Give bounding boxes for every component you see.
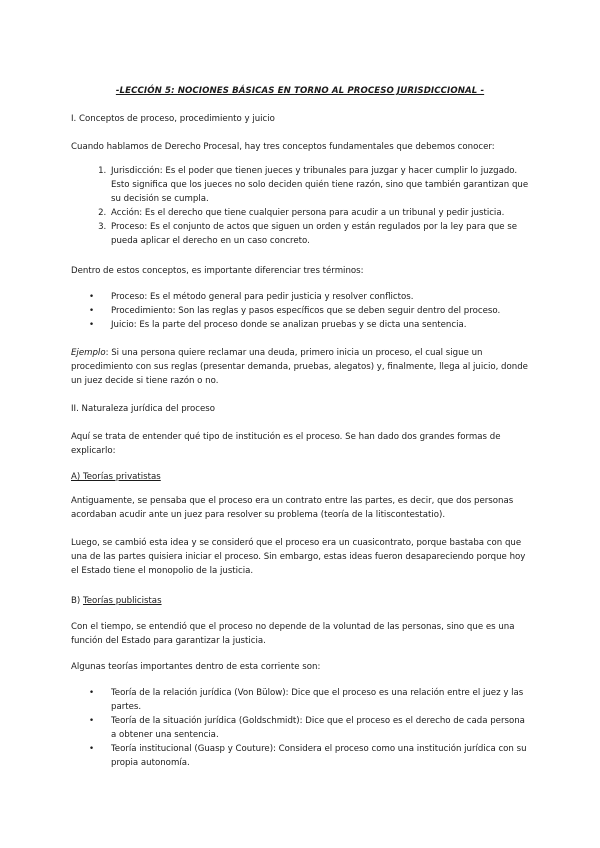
terms-bullet-list <box>71 290 531 332</box>
bullet-icon: • <box>89 744 95 754</box>
bullet-icon: • <box>89 306 95 316</box>
privatist-paragraph-2: Luego, se cambió esta idea y se consideró que el proceso era un cuasicontrato, porque bastaba con que una de las partes quisiera iniciar el proceso. Sin embargo, estas ideas fueron desapareciendo porque hoy el Estado tiene el monopolio de la justicia. <box>71 538 526 576</box>
list-item: • Juicio: Es la parte del proceso donde se analizan pruebas y se dicta una sentencia. <box>89 320 467 330</box>
privatist-theories-heading: A) Teorías privatistas <box>71 472 161 482</box>
bullet-icon: • <box>89 292 95 302</box>
list-item: • Teoría de la relación jurídica (Von Bülow): Dice que el proceso es una relación entre el juez y las partes. <box>89 688 524 712</box>
bullet-icon: • <box>89 688 95 698</box>
example-label: Ejemplo <box>71 348 106 358</box>
list-item: • Procedimiento: Son las reglas y pasos específicos que se deben seguir dentro del proceso. <box>89 306 501 316</box>
lesson-title: -LECCIÓN 5: NOCIONES BÁSICAS EN TORNO AL PROCESO JURISDICCIONAL - <box>115 86 485 96</box>
bullet-icon: • <box>89 320 95 330</box>
section-1-intro: Cuando hablamos de Derecho Procesal, hay tres conceptos fundamentales que debemos conocer: <box>71 142 495 152</box>
list-item: 3. Proceso: Es el conjunto de actos que siguen un orden y están regulados por la ley para que se pueda aplicar el derecho en un caso concreto. <box>109 220 531 248</box>
publicist-theories-heading: B) Teorías publicistas <box>71 596 162 606</box>
list-item: • Teoría de la situación jurídica (Goldschmidt): Dice que el proceso es el derecho de cada persona a obtener una sentencia. <box>89 716 525 740</box>
example-paragraph <box>71 346 531 388</box>
privatist-paragraph-1: Antiguamente, se pensaba que el proceso era un contrato entre las partes, es decir, que dos personas acordaban acudir ante un juez para resolver su problema (teoría de la litiscontestatio). <box>71 496 514 520</box>
concepts-numbered-list <box>71 164 531 248</box>
terms-intro: Dentro de estos conceptos, es importante diferenciar tres términos: <box>71 266 364 276</box>
list-item: 2. Acción: Es el derecho que tiene cualquier persona para acudir a un tribunal y pedir justicia. <box>109 206 531 220</box>
section-2-intro: Aquí se trata de entender qué tipo de institución es el proceso. Se han dado dos grandes formas de explicarlo: <box>71 432 501 456</box>
section-2-heading: II. Naturaleza jurídica del proceso <box>71 404 216 414</box>
list-item: 1. Jurisdicción: Es el poder que tienen jueces y tribunales para juzgar y hacer cumplir lo juzgado. Esto significa que los jueces no solo deciden quién tiene razón, sino que también garantizan que su decisión se cumpla. <box>109 164 531 206</box>
publicist-list-intro: Algunas teorías importantes dentro de esta corriente son: <box>71 662 321 672</box>
section-1-heading: I. Conceptos de proceso, procedimiento y juicio <box>71 114 275 124</box>
bullet-icon: • <box>89 716 95 726</box>
list-item: • Teoría institucional (Guasp y Couture): Considera el proceso como una institución jurídica con su propia autonomía. <box>89 744 527 768</box>
example-text: : Si una persona quiere reclamar una deuda, primero inicia un proceso, el cual sigue un procedimiento con sus reglas (presentar demanda, pruebas, alegatos) y, finalmente, llega al juicio, donde un juez decide si tiene razón o no. <box>71 348 528 386</box>
list-item: • Proceso: Es el método general para pedir justicia y resolver conflictos. <box>89 292 414 302</box>
publicist-theories-list <box>71 686 531 770</box>
publicist-paragraph: Con el tiempo, se entendió que el proceso no depende de la voluntad de las personas, sino que es una función del Estado para garantizar la justicia. <box>71 622 515 646</box>
